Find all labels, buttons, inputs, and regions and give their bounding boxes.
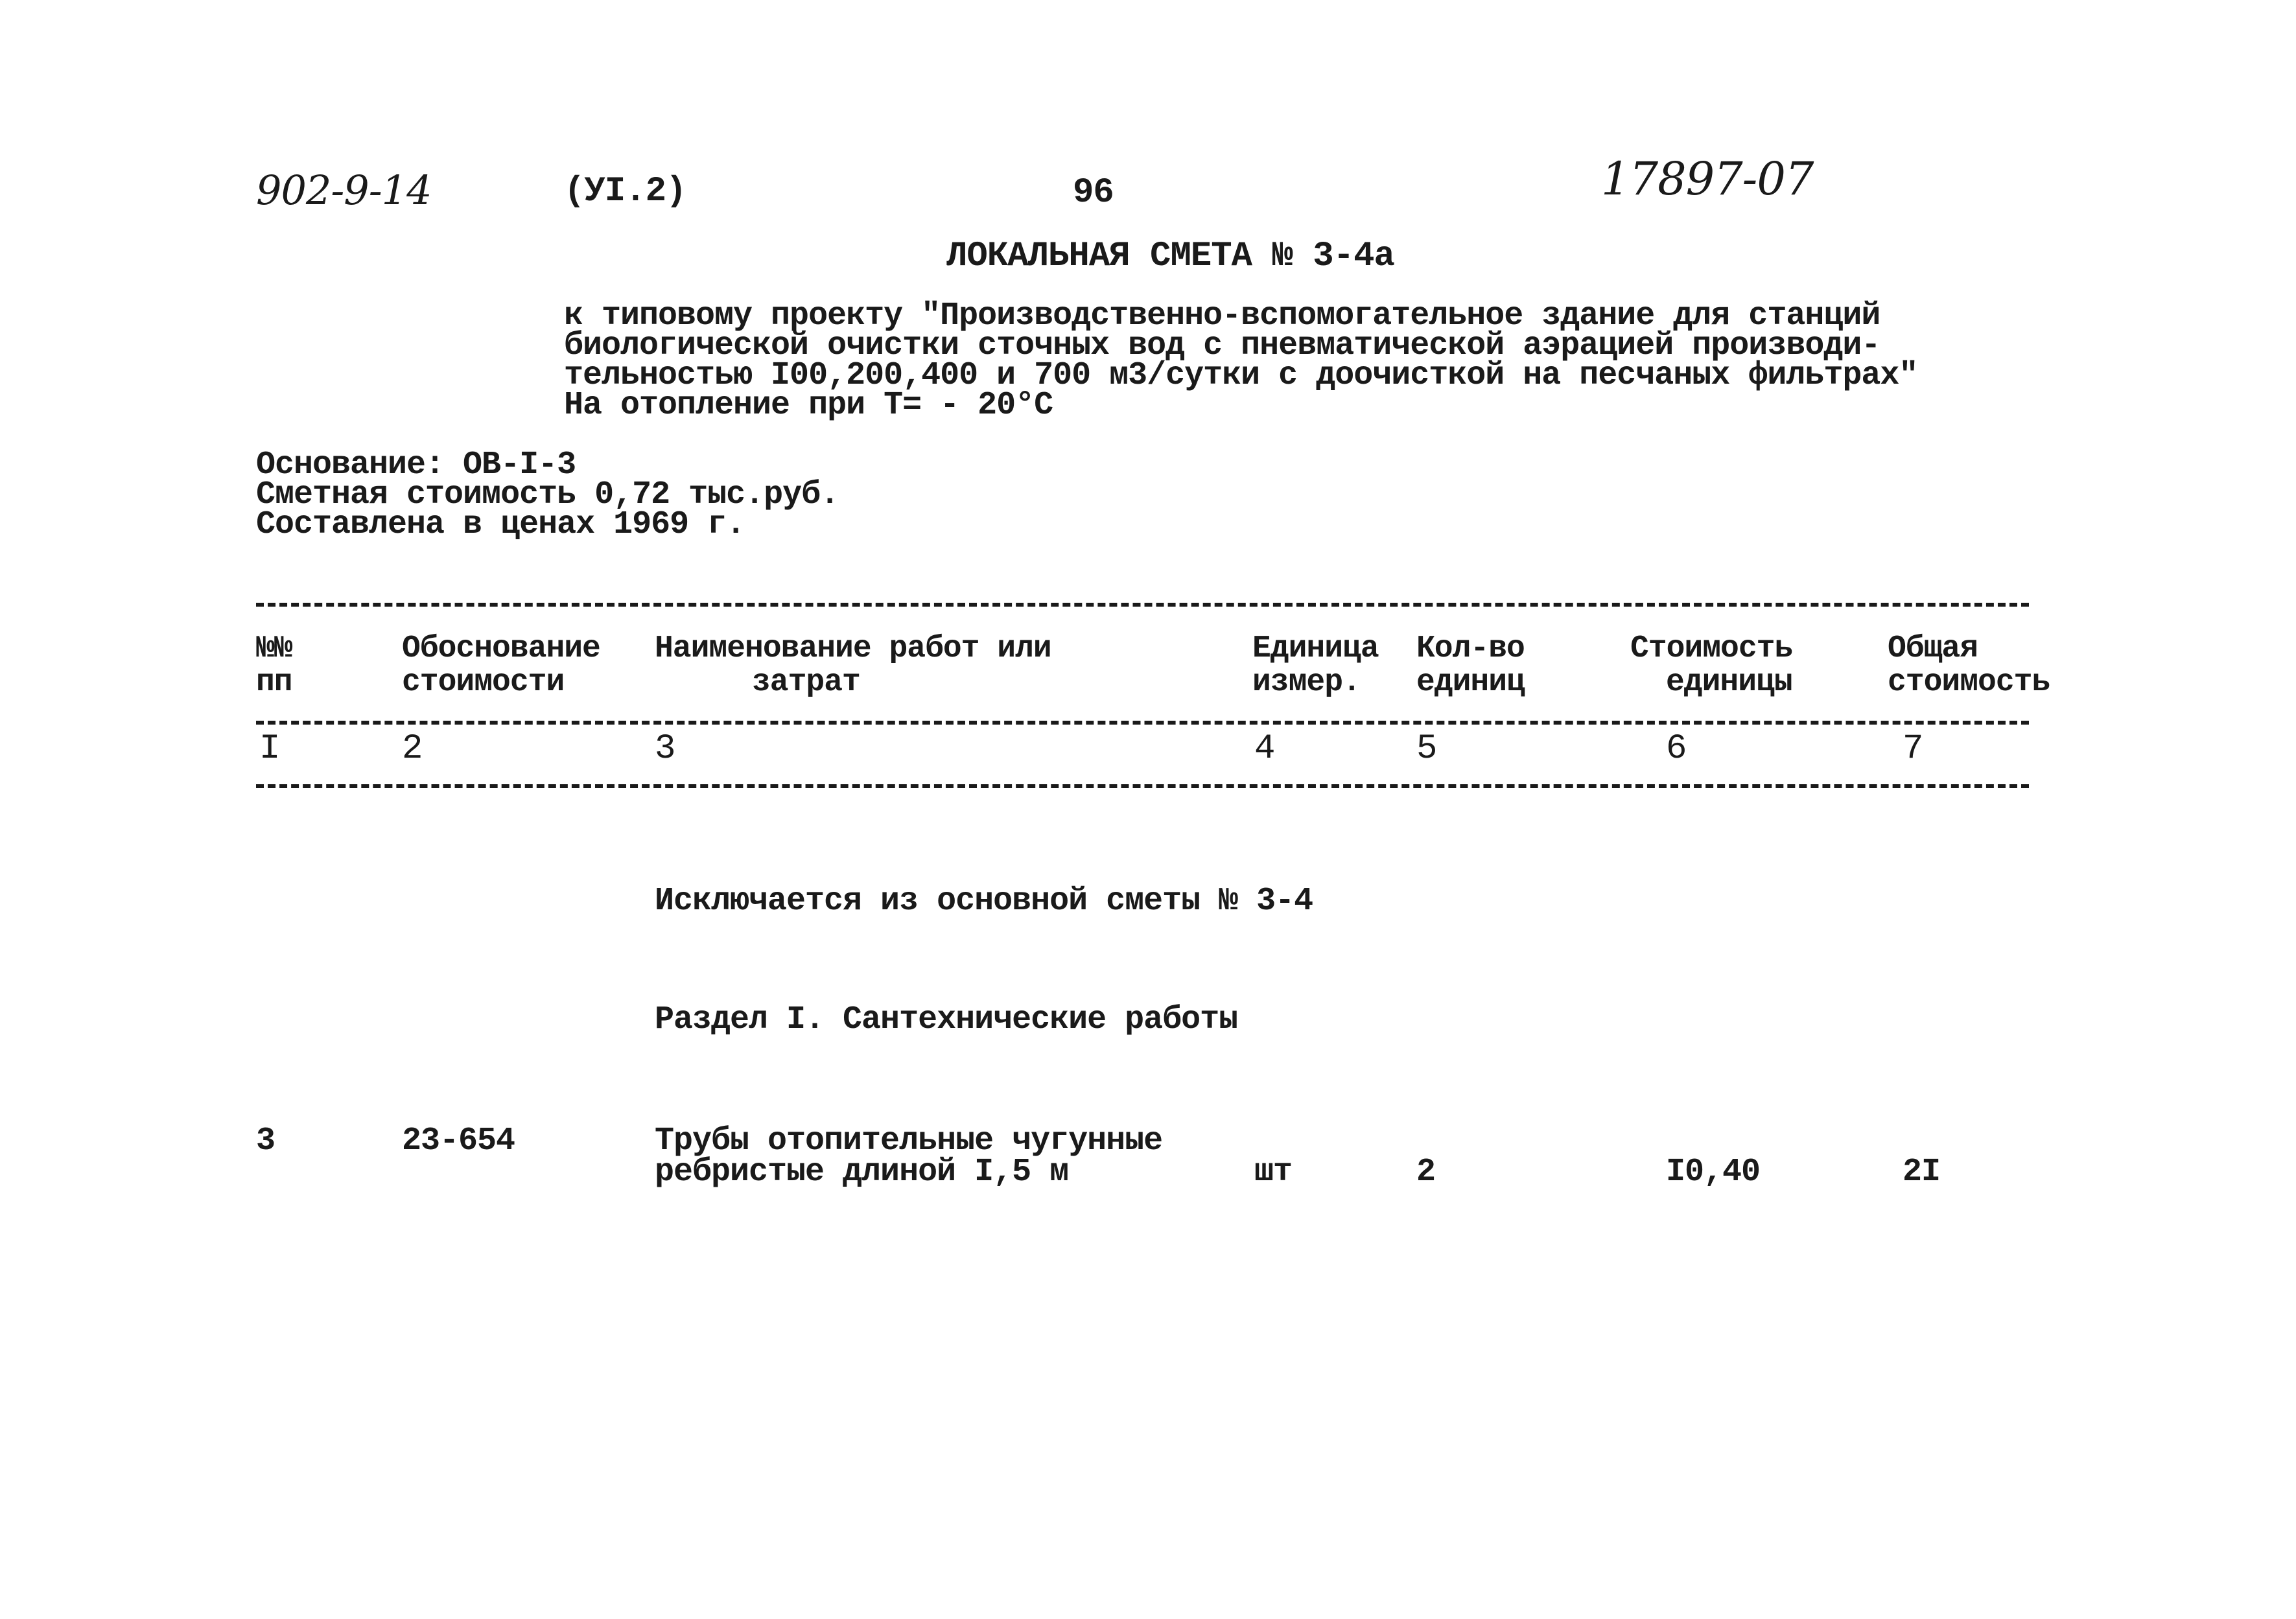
col-header-unit-cost (1630, 632, 1792, 699)
row-name-line-2: ребристые длиной I,5 м (655, 1154, 1069, 1191)
col-header-basis-l2: стоимости (402, 665, 565, 700)
document-title: ЛОКАЛЬНАЯ СМЕТА № 3-4а (946, 237, 1394, 276)
row-name-line-1: Трубы отопительные чугунные (655, 1123, 1163, 1159)
table-header-rule (256, 721, 2029, 725)
col-header-name-l2: затрат (752, 665, 860, 700)
col-header-name (655, 632, 1051, 699)
basis-line-3: Составлена в ценах 1969 г. (256, 506, 745, 543)
col-header-qty-l2: единиц (1416, 665, 1525, 700)
col-header-unit (1252, 632, 1379, 699)
col-header-unit-l2: измер. (1252, 665, 1361, 700)
col-header-num (256, 632, 292, 699)
col-number-6: 6 (1666, 729, 1687, 769)
col-header-total-l2: стоимость (1888, 665, 2050, 700)
col-header-unit-cost-l2: единицы (1666, 665, 1792, 700)
section-title: Раздел I. Сантехнические работы (655, 1001, 1238, 1038)
col-header-num-l2: пп (256, 665, 292, 700)
row-unit: шт (1254, 1154, 1293, 1191)
col-header-basis-l1: Обоснование (402, 631, 600, 666)
document-code: 902-9-14 (256, 167, 432, 214)
col-number-2: 2 (402, 729, 423, 769)
row-qty: 2 (1416, 1154, 1436, 1191)
row-total: 2I (1903, 1154, 1941, 1191)
row-basis: 23-654 (402, 1123, 515, 1159)
col-header-num-l1: №№ (256, 631, 292, 666)
col-header-name-l1: Наименование работ или (655, 631, 1051, 666)
intro-line-3: тельностью I00,200,400 и 700 м3/сутки с доочисткой на песчаных фильтрах" (564, 357, 1918, 394)
inventory-number: 17897-07 (1601, 152, 1814, 205)
album-label: (УI.2) (564, 172, 686, 211)
col-number-4: 4 (1254, 729, 1275, 769)
page-number: 96 (1073, 173, 1114, 213)
intro-line-1: к типовому проекту "Производственно-вспомогательное здание для станций (564, 297, 1880, 334)
table-numbers-rule (256, 784, 2029, 788)
intro-line-4: На отопление при Т= - 20°С (564, 387, 1053, 424)
intro-line-2: биологической очистки сточных вод с пневматической аэрацией производи- (564, 327, 1880, 364)
col-header-unit-cost-l1: Стоимость (1630, 631, 1793, 666)
basis-line-1: Основание: ОВ-I-3 (256, 447, 576, 483)
col-number-5: 5 (1416, 729, 1437, 769)
col-number-3: 3 (655, 729, 675, 769)
col-header-total-l1: Общая (1888, 631, 1978, 666)
row-unit-cost: I0,40 (1666, 1154, 1761, 1191)
excluded-note: Исключается из основной сметы № 3-4 (655, 883, 1313, 920)
col-header-qty (1416, 632, 1525, 699)
table-top-rule (256, 603, 2029, 607)
col-number-7: 7 (1903, 729, 1923, 769)
col-header-basis (402, 632, 600, 699)
col-header-unit-l1: Единица (1252, 631, 1379, 666)
row-num: 3 (256, 1123, 275, 1159)
basis-line-2: Сметная стоимость 0,72 тыс.руб. (256, 476, 839, 513)
col-number-1: I (259, 729, 280, 769)
col-header-total (1888, 632, 2050, 699)
col-header-qty-l1: Кол-во (1416, 631, 1525, 666)
